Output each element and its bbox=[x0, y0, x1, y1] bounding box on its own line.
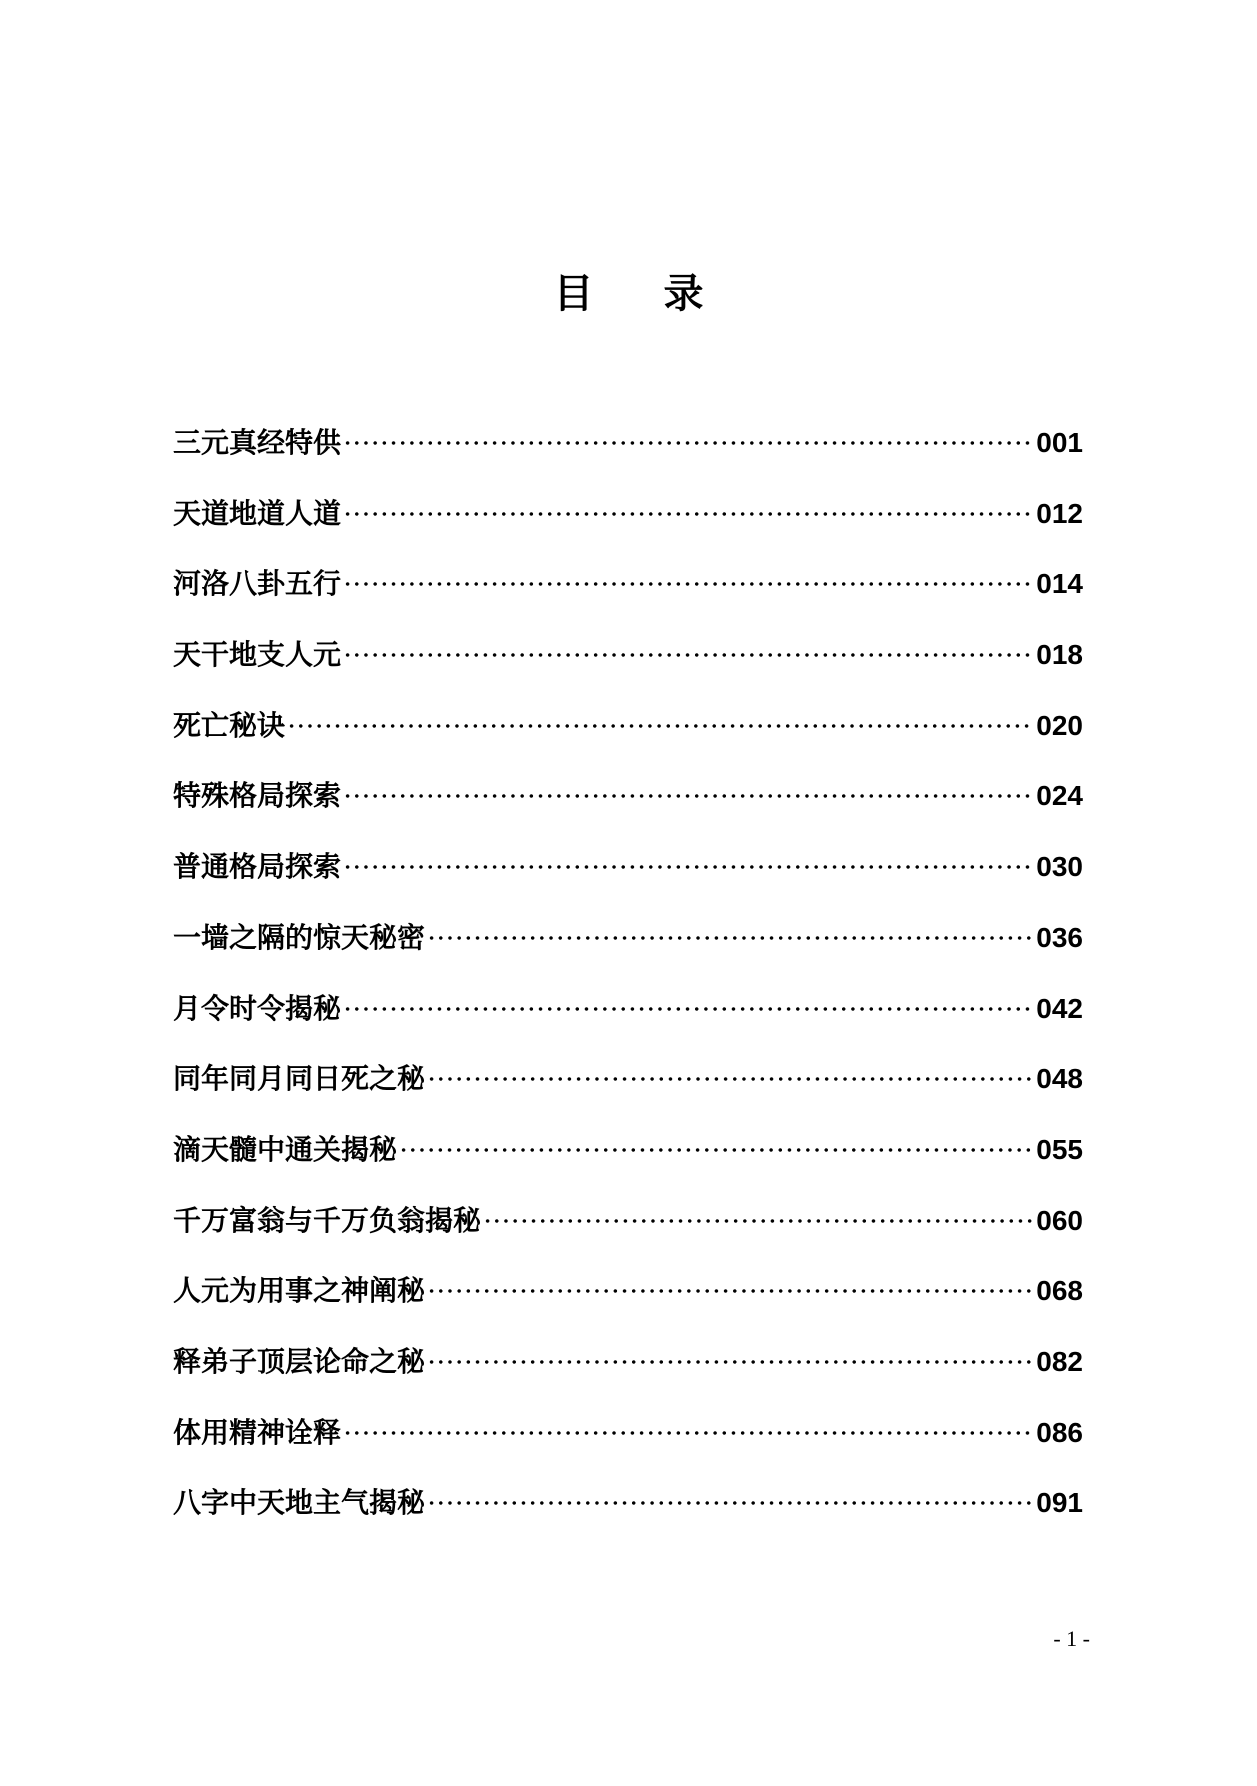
toc-entry-label: 人元为用事之神阐秘 bbox=[173, 1274, 426, 1308]
dot-leader bbox=[343, 1431, 1034, 1435]
dot-leader bbox=[427, 1360, 1034, 1364]
toc-entry[interactable] bbox=[173, 773, 1083, 844]
toc-entry-page: 036 bbox=[1036, 921, 1083, 953]
dot-leader bbox=[427, 936, 1034, 940]
dot-leader bbox=[399, 1148, 1034, 1152]
page-title: 目 录 bbox=[553, 271, 732, 317]
dot-leader bbox=[287, 724, 1034, 728]
toc-entry-label: 天干地支人元 bbox=[173, 638, 342, 672]
toc-entry-page: 048 bbox=[1036, 1063, 1083, 1095]
toc-entry-label: 月令时令揭秘 bbox=[173, 991, 342, 1025]
toc-entry-label: 特殊格局探索 bbox=[173, 779, 342, 813]
toc-entry[interactable] bbox=[173, 1480, 1083, 1551]
toc-entry-label: 死亡秘诀 bbox=[173, 708, 286, 742]
dot-leader bbox=[343, 794, 1034, 798]
toc-entry-page: 068 bbox=[1036, 1275, 1083, 1307]
dot-leader bbox=[343, 512, 1034, 516]
toc-entry[interactable] bbox=[173, 915, 1083, 986]
table-of-contents bbox=[173, 420, 1083, 1551]
toc-entry-label: 同年同月同日死之秘 bbox=[173, 1062, 426, 1096]
toc-entry[interactable] bbox=[173, 1127, 1083, 1198]
dot-leader bbox=[343, 865, 1034, 869]
page-number: - 1 - bbox=[1053, 1626, 1090, 1651]
toc-entry-page: 024 bbox=[1036, 780, 1083, 812]
toc-entry[interactable] bbox=[173, 1056, 1083, 1127]
toc-entry[interactable] bbox=[173, 491, 1083, 562]
dot-leader bbox=[343, 1007, 1034, 1011]
dot-leader bbox=[343, 441, 1034, 445]
toc-entry-label: 释弟子顶层论命之秘 bbox=[173, 1344, 426, 1378]
toc-entry-page: 091 bbox=[1036, 1487, 1083, 1519]
toc-entry-page: 018 bbox=[1036, 639, 1083, 671]
toc-entry[interactable] bbox=[173, 1410, 1083, 1481]
toc-entry[interactable] bbox=[173, 1268, 1083, 1339]
toc-entry-page: 014 bbox=[1036, 568, 1083, 600]
dot-leader bbox=[427, 1077, 1034, 1081]
toc-entry-page: 001 bbox=[1036, 427, 1083, 458]
toc-entry-label: 一墙之隔的惊天秘密 bbox=[173, 920, 426, 954]
toc-entry-page: 060 bbox=[1036, 1204, 1083, 1236]
toc-entry-label: 天道地道人道 bbox=[173, 496, 342, 530]
toc-entry[interactable] bbox=[173, 420, 1083, 491]
toc-entry[interactable] bbox=[173, 986, 1083, 1057]
toc-entry-label: 体用精神诠释 bbox=[173, 1415, 342, 1449]
dot-leader bbox=[427, 1501, 1034, 1505]
dot-leader bbox=[427, 1289, 1034, 1293]
toc-entry[interactable] bbox=[173, 561, 1083, 632]
toc-entry[interactable] bbox=[173, 844, 1083, 915]
dot-leader bbox=[343, 653, 1034, 657]
toc-entry-page: 055 bbox=[1036, 1133, 1083, 1165]
dot-leader bbox=[343, 582, 1034, 586]
toc-entry-label: 八字中天地主气揭秘 bbox=[173, 1486, 426, 1520]
toc-entry-page: 012 bbox=[1036, 497, 1083, 529]
dot-leader bbox=[483, 1219, 1034, 1223]
toc-entry-page: 086 bbox=[1036, 1416, 1083, 1448]
toc-entry-label: 千万富翁与千万负翁揭秘 bbox=[173, 1203, 482, 1237]
toc-entry-page: 042 bbox=[1036, 992, 1083, 1024]
toc-entry[interactable] bbox=[173, 1198, 1083, 1269]
toc-entry-label: 普通格局探索 bbox=[173, 850, 342, 884]
toc-entry-page: 082 bbox=[1036, 1345, 1083, 1377]
toc-entry-page: 020 bbox=[1036, 709, 1083, 741]
toc-entry[interactable] bbox=[173, 1339, 1083, 1410]
toc-entry[interactable] bbox=[173, 703, 1083, 774]
toc-entry-label: 河洛八卦五行 bbox=[173, 567, 342, 601]
toc-entry[interactable] bbox=[173, 632, 1083, 703]
toc-entry-label: 滴天髓中通关揭秘 bbox=[173, 1132, 398, 1166]
toc-entry-page: 030 bbox=[1036, 851, 1083, 883]
toc-entry-label: 三元真经特供 bbox=[173, 426, 342, 459]
